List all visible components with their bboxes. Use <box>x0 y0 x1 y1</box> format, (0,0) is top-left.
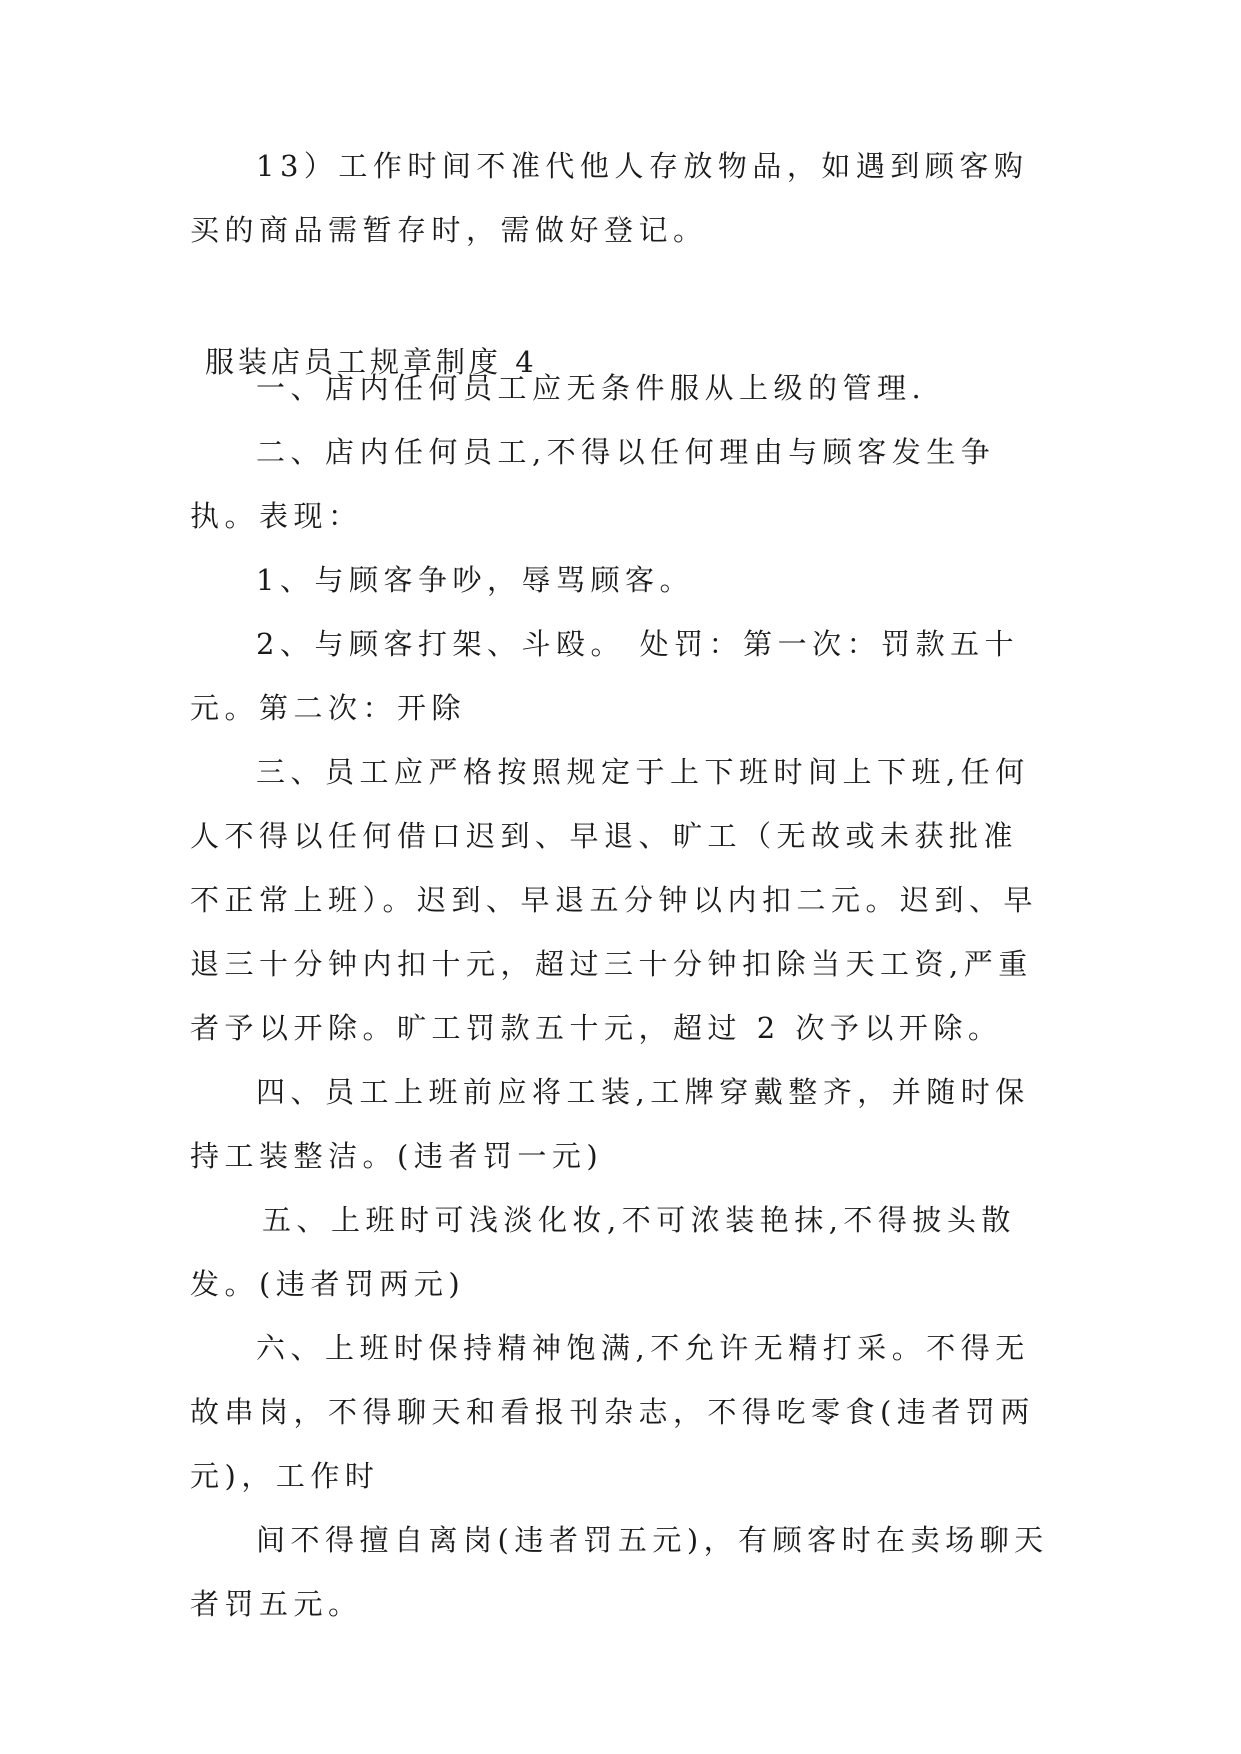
paragraph-item-1: 1、与顾客争吵，辱骂顾客。 <box>256 563 694 597</box>
paragraph-13: 13）工作时间不准代他人存放物品，如遇到顾客购买的商品需暂存时，需做好登记。 <box>190 149 1029 247</box>
section-heading: 服装店员工规章制度 4 <box>205 345 538 379</box>
paragraph-rule-5: 五、上班时可浅淡化妆,不可浓装艳抹,不得披头散发。(违者罚两元) <box>190 1203 1016 1301</box>
paragraph-rule-6-continued: 间不得擅自离岗(违者罚五元)，有顾客时在卖场聊天者罚五元。 <box>190 1523 1049 1621</box>
paragraph-rule-2: 二、店内任何员工,不得以任何理由与顾客发生争执。表现： <box>190 435 996 533</box>
paragraph-rule-4: 四、员工上班前应将工装,工牌穿戴整齐，并随时保持工装整洁。(违者罚一元) <box>190 1075 1030 1173</box>
paragraph-item-2: 2、与顾客打架、斗殴。 处罚：第一次：罚款五十元。第二次：开除 <box>190 627 1020 725</box>
paragraph-rule-1: 一、店内任何员工应无条件服从上级的管理. <box>256 371 927 405</box>
paragraph-rule-3: 三、员工应严格按照规定于上下班时间上下班,任何人不得以任何借口迟到、早退、旷工（无故或未获批准不正常上班）。迟到、早退五分钟以内扣二元。迟到、早退三十分钟内扣十元，超过三十分钟扣除当天工资,严重者予以开除。旷工罚款五十元，超过 2 次予以开除。 <box>190 755 1039 1045</box>
paragraph-rule-6: 六、上班时保持精神饱满,不允许无精打采。不得无故串岗，不得聊天和看报刊杂志，不得吃零食(违者罚两元)，工作时 <box>190 1331 1035 1493</box>
